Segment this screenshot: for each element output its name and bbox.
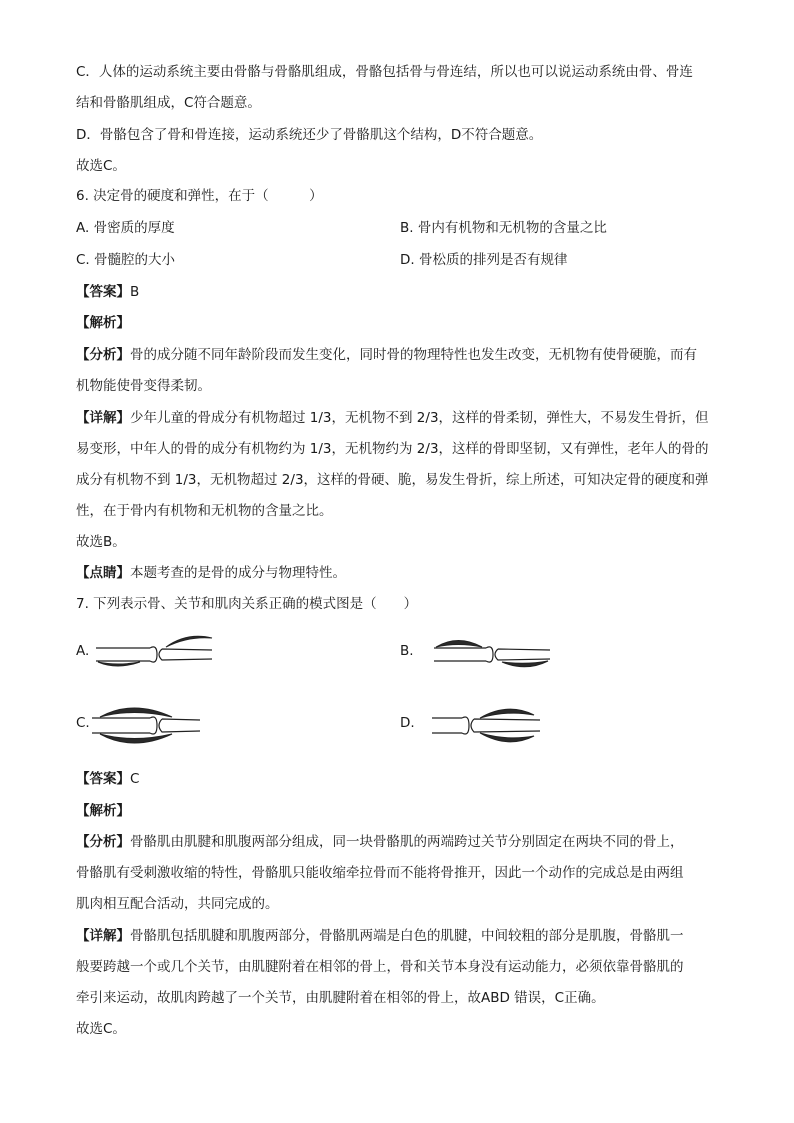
diagram-c [88,700,204,746]
answer-tag: 【答案】 [76,284,130,300]
text-line: 机物能使骨变得柔韧。 [76,378,211,394]
diagram-d [428,700,544,746]
text-line: 性，在于骨内有机物和无机物的含量之比。 [76,503,333,519]
option-a: A. 骨密质的厚度 [76,220,175,236]
answer-7 [76,770,139,788]
question-6: 6. 决定骨的硬度和弹性，在于（ ） [76,188,323,204]
detail-7 [76,927,684,945]
option-a-label: A. [76,643,90,659]
text-line: 故选C。 [76,158,126,174]
text-line: 易变形，中年人的骨的成分有机物约为 1/3，无机物约为 2/3，这样的骨即坚韧，又有弹性，老年人的骨的 [76,441,709,457]
detail-text: 少年儿童的骨成分有机物超过 1/3，无机物不到 2/3，这样的骨柔韧，弹性大，不易发生骨折，但 [130,410,709,426]
option-b-label: B. [400,643,414,659]
detail-text: 骨骼肌包括肌腱和肌腹两部分，骨骼肌两端是白色的肌腱，中间较粗的部分是肌腹，骨骼肌一 [130,928,684,944]
analysis-text: 骨骼肌由肌腱和肌腹两部分组成，同一块骨骼肌的两端跨过关节分别固定在两块不同的骨上， [130,834,684,850]
option-d-label: D. [400,715,415,731]
text-line: 般要跨越一个或几个关节，由肌腱附着在相邻的骨上，骨和关节本身没有运动能力，必须依靠骨骼肌的 [76,959,684,975]
answer-tag: 【答案】 [76,771,130,787]
analysis-heading: 【解析】 [76,315,130,331]
question-7: 7. 下列表示骨、关节和肌肉关系正确的模式图是（ ） [76,596,418,612]
text-line: 故选B。 [76,534,126,550]
text-line: D．骨骼包含了骨和骨连接，运动系统还少了骨骼肌这个结构，D不符合题意。 [76,127,543,143]
option-b: B. 骨内有机物和无机物的含量之比 [400,220,607,236]
answer-value: B [130,284,140,300]
analysis-tag: 【分析】 [76,834,130,850]
answer-value: C [130,771,140,787]
text-line: 骨骼肌有受刺激收缩的特性，骨骼肌只能收缩牵拉骨而不能将骨推开，因此一个动作的完成总是由两组 [76,865,684,881]
text-line: 成分有机物不到 1/3，无机物超过 2/3，这样的骨硬、脆，易发生骨折，综上所述，可知决定骨的硬度和弹 [76,472,709,488]
detail-tag: 【详解】 [76,410,130,426]
option-c: C. 骨髓腔的大小 [76,252,176,268]
answer-6 [76,283,139,301]
comment-tag: 【点睛】 [76,565,130,581]
comment-text: 本题考查的是骨的成分与物理特性。 [130,565,346,581]
analysis-6 [76,346,697,364]
comment-6 [76,564,346,582]
option-d: D. 骨松质的排列是否有规律 [400,252,568,268]
diagram-b [430,628,554,674]
option-c-label: C. [76,715,90,731]
detail-6 [76,409,709,427]
text-line: 肌肉相互配合活动，共同完成的。 [76,896,279,912]
analysis-heading: 【解析】 [76,803,130,819]
text-line: 故选C。 [76,1021,126,1037]
diagram-a [92,628,216,674]
text-line: 结和骨骼肌组成，C符合题意。 [76,95,261,111]
detail-tag: 【详解】 [76,928,130,944]
text-line: C．人体的运动系统主要由骨骼与骨骼肌组成，骨骼包括骨与骨连结，所以也可以说运动系统由骨、骨连 [76,64,693,80]
analysis-7 [76,833,684,851]
analysis-text: 骨的成分随不同年龄阶段而发生变化，同时骨的物理特性也发生改变，无机物有使骨硬脆，而有 [130,347,697,363]
analysis-tag: 【分析】 [76,347,130,363]
text-line: 牵引来运动，故肌肉跨越了一个关节，由肌腱附着在相邻的骨上，故ABD 错误，C正确。 [76,990,605,1006]
